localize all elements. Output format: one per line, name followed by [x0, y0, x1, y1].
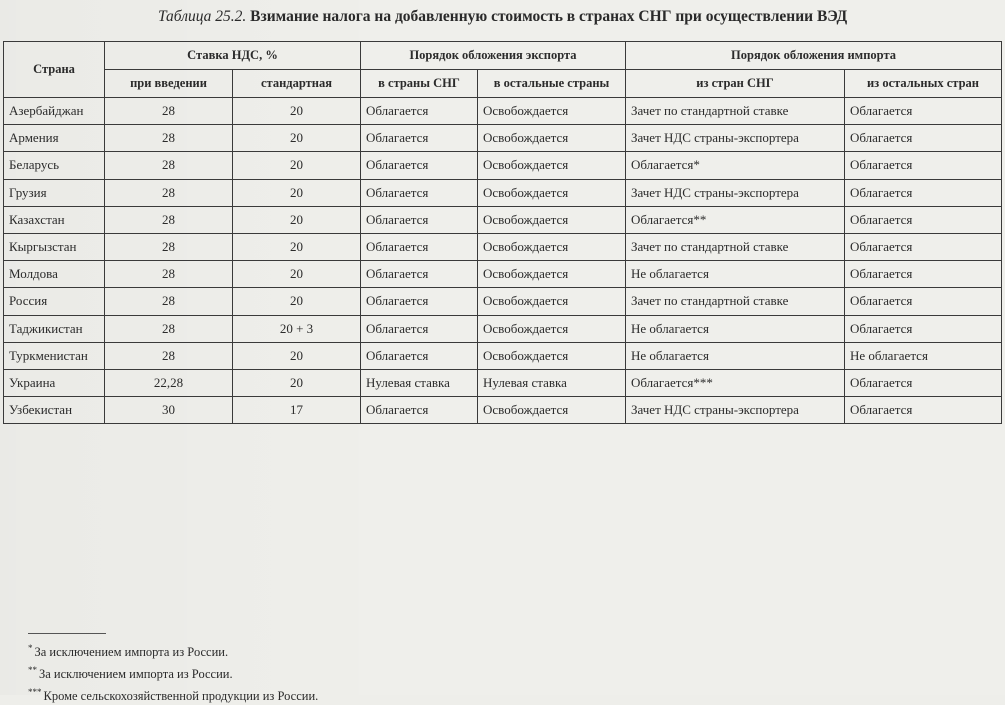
cell-country: Таджикистан — [4, 315, 105, 342]
cell-country: Россия — [4, 288, 105, 315]
table-title: Взимание налога на добавленную стоимость в странах СНГ при осуществлении ВЭД — [250, 8, 848, 25]
cell-vat-standard: 20 — [233, 288, 361, 315]
cell-vat-intro: 30 — [105, 397, 233, 424]
cell-import-cis: Зачет по стандартной ставке — [626, 288, 845, 315]
cell-import-other: Облагается — [845, 206, 1002, 233]
table-caption — [158, 8, 1003, 26]
cell-vat-standard: 20 — [233, 369, 361, 396]
cell-country: Армения — [4, 125, 105, 152]
cell-export-cis: Облагается — [361, 179, 478, 206]
cell-country: Казахстан — [4, 206, 105, 233]
cell-export-cis: Облагается — [361, 342, 478, 369]
footnote-divider — [28, 633, 106, 634]
cell-vat-intro: 28 — [105, 288, 233, 315]
footnote-mark: *** — [28, 687, 42, 698]
header-import: Порядок обложения импорта — [626, 42, 1002, 70]
cell-export-other: Освобождается — [478, 342, 626, 369]
footnote-text: За исключением импорта из России. — [34, 645, 229, 660]
footnote — [28, 639, 318, 661]
cell-vat-intro: 28 — [105, 261, 233, 288]
cell-import-cis: Не облагается — [626, 261, 845, 288]
cell-export-cis: Облагается — [361, 152, 478, 179]
cell-vat-standard: 17 — [233, 397, 361, 424]
cell-vat-standard: 20 — [233, 98, 361, 125]
cell-vat-standard: 20 — [233, 179, 361, 206]
cell-import-cis: Не облагается — [626, 315, 845, 342]
cell-vat-standard: 20 — [233, 342, 361, 369]
cell-import-cis: Зачет НДС страны-экспортера — [626, 397, 845, 424]
cell-import-other: Облагается — [845, 315, 1002, 342]
cell-import-other: Облагается — [845, 261, 1002, 288]
cell-vat-standard: 20 — [233, 125, 361, 152]
cell-vat-standard: 20 + 3 — [233, 315, 361, 342]
cell-vat-intro: 28 — [105, 233, 233, 260]
footnote — [28, 661, 318, 683]
cell-import-other: Облагается — [845, 288, 1002, 315]
cell-import-cis: Зачет по стандартной ставке — [626, 98, 845, 125]
footnote-text: Кроме сельскохозяйственной продукции из России. — [43, 689, 319, 704]
header-vat-rate: Ставка НДС, % — [105, 42, 361, 70]
table-row — [4, 397, 1002, 424]
cell-export-cis: Облагается — [361, 98, 478, 125]
cell-country: Грузия — [4, 179, 105, 206]
header-export-cis: в страны СНГ — [361, 70, 478, 98]
header-vat-rate-intro: при введении — [105, 70, 233, 98]
cell-vat-standard: 20 — [233, 233, 361, 260]
cell-import-cis: Облагается* — [626, 152, 845, 179]
cell-export-cis: Облагается — [361, 125, 478, 152]
cell-import-other: Облагается — [845, 233, 1002, 260]
cell-import-other: Облагается — [845, 397, 1002, 424]
footnotes — [28, 639, 318, 705]
cell-export-other: Нулевая ставка — [478, 369, 626, 396]
cell-import-other: Облагается — [845, 369, 1002, 396]
cell-import-other: Облагается — [845, 125, 1002, 152]
header-vat-rate-standard: стандартная — [233, 70, 361, 98]
cell-export-other: Освобождается — [478, 233, 626, 260]
cell-export-other: Освобождается — [478, 397, 626, 424]
table-number: Таблица 25.2. — [158, 8, 247, 25]
cell-export-cis: Облагается — [361, 233, 478, 260]
vat-table — [3, 41, 1002, 424]
cell-vat-intro: 28 — [105, 315, 233, 342]
cell-country: Азербайджан — [4, 98, 105, 125]
table-body — [4, 98, 1002, 424]
cell-export-cis: Облагается — [361, 206, 478, 233]
cell-vat-intro: 28 — [105, 179, 233, 206]
table-row — [4, 261, 1002, 288]
cell-import-cis: Не облагается — [626, 342, 845, 369]
table-row — [4, 179, 1002, 206]
cell-import-other: Облагается — [845, 152, 1002, 179]
cell-export-other: Освобождается — [478, 288, 626, 315]
cell-import-cis: Облагается*** — [626, 369, 845, 396]
table-row — [4, 125, 1002, 152]
cell-vat-standard: 20 — [233, 152, 361, 179]
cell-country: Молдова — [4, 261, 105, 288]
cell-country: Узбекистан — [4, 397, 105, 424]
cell-vat-intro: 28 — [105, 125, 233, 152]
table-row — [4, 288, 1002, 315]
footnote-mark: * — [28, 643, 33, 653]
header-country: Страна — [4, 42, 105, 98]
cell-import-other: Облагается — [845, 179, 1002, 206]
cell-export-cis: Облагается — [361, 397, 478, 424]
cell-export-other: Освобождается — [478, 179, 626, 206]
cell-export-other: Освобождается — [478, 125, 626, 152]
table-row — [4, 369, 1002, 396]
cell-import-other: Не облагается — [845, 342, 1002, 369]
table-row — [4, 152, 1002, 179]
cell-vat-intro: 28 — [105, 152, 233, 179]
cell-vat-intro: 28 — [105, 342, 233, 369]
cell-country: Беларусь — [4, 152, 105, 179]
table-row — [4, 98, 1002, 125]
cell-vat-intro: 22,28 — [105, 369, 233, 396]
cell-import-cis: Зачет НДС страны-экспортера — [626, 125, 845, 152]
cell-country: Кыргызстан — [4, 233, 105, 260]
cell-export-cis: Облагается — [361, 261, 478, 288]
table-row — [4, 233, 1002, 260]
cell-export-other: Освобождается — [478, 152, 626, 179]
table-row — [4, 206, 1002, 233]
cell-import-cis: Зачет по стандартной ставке — [626, 233, 845, 260]
cell-export-other: Освобождается — [478, 261, 626, 288]
cell-export-cis: Облагается — [361, 288, 478, 315]
cell-vat-standard: 20 — [233, 261, 361, 288]
cell-country: Украина — [4, 369, 105, 396]
header-import-other: из остальных стран — [845, 70, 1002, 98]
cell-import-cis: Зачет НДС страны-экспортера — [626, 179, 845, 206]
cell-vat-intro: 28 — [105, 206, 233, 233]
cell-export-cis: Нулевая ставка — [361, 369, 478, 396]
cell-export-cis: Облагается — [361, 315, 478, 342]
cell-import-other: Облагается — [845, 98, 1002, 125]
footnote-text: За исключением импорта из России. — [39, 667, 233, 682]
footnote-mark: ** — [28, 665, 37, 676]
header-import-cis: из стран СНГ — [626, 70, 845, 98]
cell-import-cis: Облагается** — [626, 206, 845, 233]
cell-export-other: Освобождается — [478, 315, 626, 342]
cell-vat-standard: 20 — [233, 206, 361, 233]
table-header — [4, 42, 1002, 98]
footnote — [28, 683, 318, 705]
table-row — [4, 342, 1002, 369]
cell-vat-intro: 28 — [105, 98, 233, 125]
header-export-other: в остальные страны — [478, 70, 626, 98]
cell-country: Туркменистан — [4, 342, 105, 369]
header-export: Порядок обложения экспорта — [361, 42, 626, 70]
table-row — [4, 315, 1002, 342]
cell-export-other: Освобождается — [478, 206, 626, 233]
cell-export-other: Освобождается — [478, 98, 626, 125]
